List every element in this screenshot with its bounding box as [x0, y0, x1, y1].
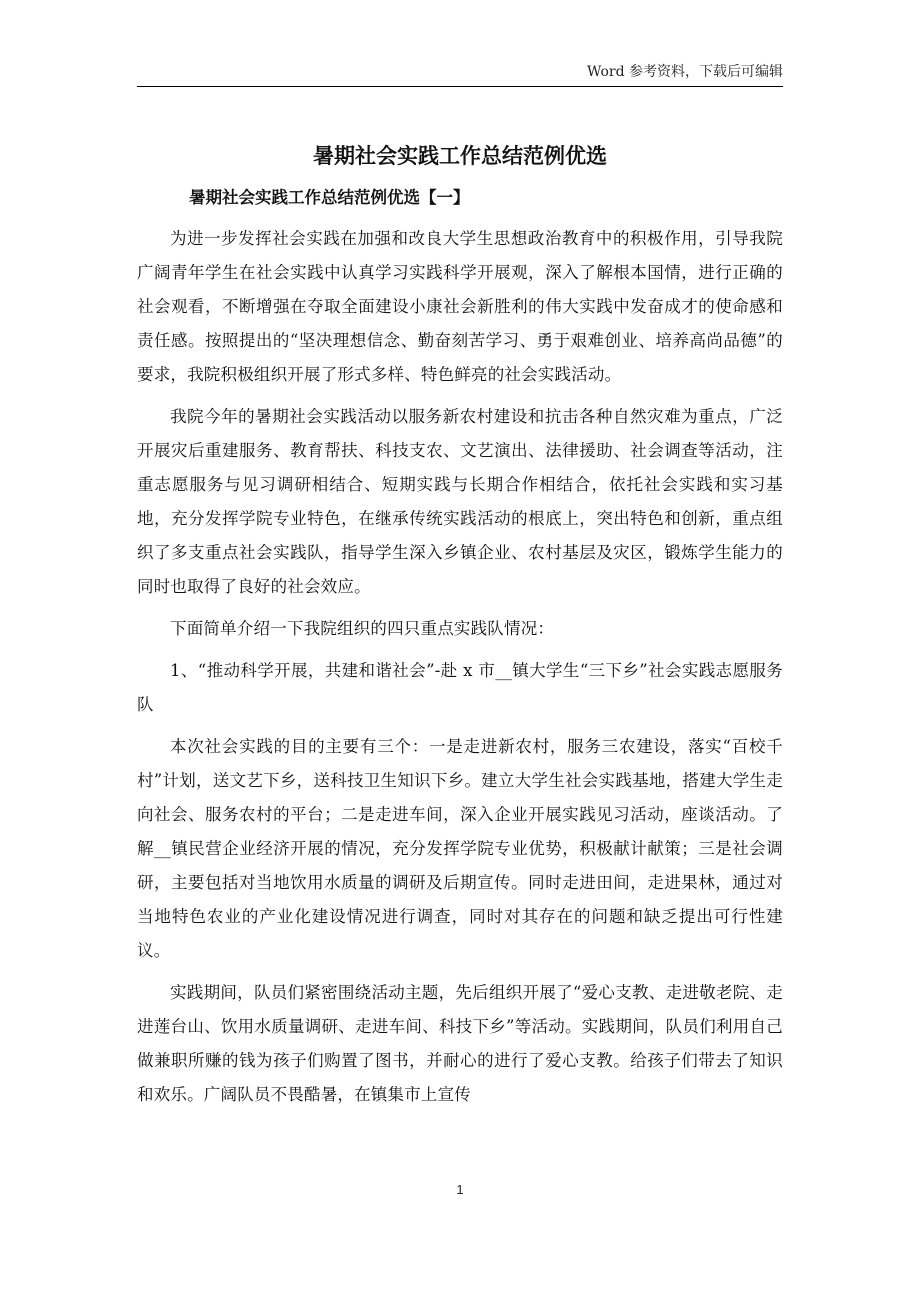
section-heading: 暑期社会实践工作总结范例优选【一】 — [189, 188, 470, 207]
page-header: Word 参考资料，下载后可编辑 — [587, 64, 783, 80]
page-number: 1 — [456, 1182, 464, 1197]
document-body — [137, 222, 783, 1120]
document-title: 暑期社会实践工作总结范例优选 — [313, 144, 607, 168]
paragraph-overview: 我院今年的暑期社会实践活动以服务新农村建设和抗击各种自然灾难为重点，广泛开展灾后重建服务、教育帮扶、科技支农、文艺演出、法律援助、社会调查等活动，注重志愿服务与见习调研相结合、短期实践与长期合作相结合，依托社会实践和实习基地，充分发挥学院专业特色，在继承传统实践活动的根底上，突出特色和创新，重点组织了多支重点社会实践队，指导学生深入乡镇企业、农村基层及灾区，锻炼学生能力的同时也取得了良好的社会效应。 — [137, 407, 783, 596]
header-divider — [137, 86, 783, 87]
paragraph-team-1-heading: 1、“推动科学开展，共建和谐社会”-赴 x 市__镇大学生“三下乡”社会实践志愿服务队 — [137, 661, 783, 714]
paragraph-purpose: 本次社会实践的目的主要有三个：一是走进新农村，服务三农建设，落实“百校千村”计划，送文艺下乡，送科技卫生知识下乡。建立大学生社会实践基地，搭建大学生走向社会、服务农村的平台；二是走进车间，深入企业开展实践见习活动，座谈活动。了解__镇民营企业经济开展的情况，充分发挥学院专业优势，积极献计献策；三是社会调研，主要包括对当地饮用水质量的调研及后期宣传。同时走进田间，走进果林，通过对当地特色农业的产业化建设情况进行调查，同时对其存在的问题和缺乏提出可行性建议。 — [137, 737, 783, 960]
paragraph-teams-intro: 下面简单介绍一下我院组织的四只重点实践队情况： — [170, 619, 555, 638]
paragraph-activities: 实践期间，队员们紧密围绕活动主题，先后组织开展了“爱心支教、走进敬老院、走进莲台山、饮用水质量调研、走进车间、科技下乡”等活动。实践期间，队员们利用自己做兼职所赚的钱为孩子们购置了图书，并耐心的进行了爱心支教。给孩子们带去了知识和欢乐。广阔队员不畏酷暑，在镇集市上宣传 — [137, 983, 783, 1104]
paragraph-intro: 为进一步发挥社会实践在加强和改良大学生思想政治教育中的积极作用，引导我院广阔青年学生在社会实践中认真学习实践科学开展观，深入了解根本国情，进行正确的社会观看，不断增强在夺取全面建设小康社会新胜利的伟大实践中发奋成才的使命感和责任感。按照提出的“坚决理想信念、勤奋刻苦学习、勇于艰难创业、培养高尚品德”的要求，我院积极组织开展了形式多样、特色鲜亮的社会实践活动。 — [137, 229, 783, 384]
